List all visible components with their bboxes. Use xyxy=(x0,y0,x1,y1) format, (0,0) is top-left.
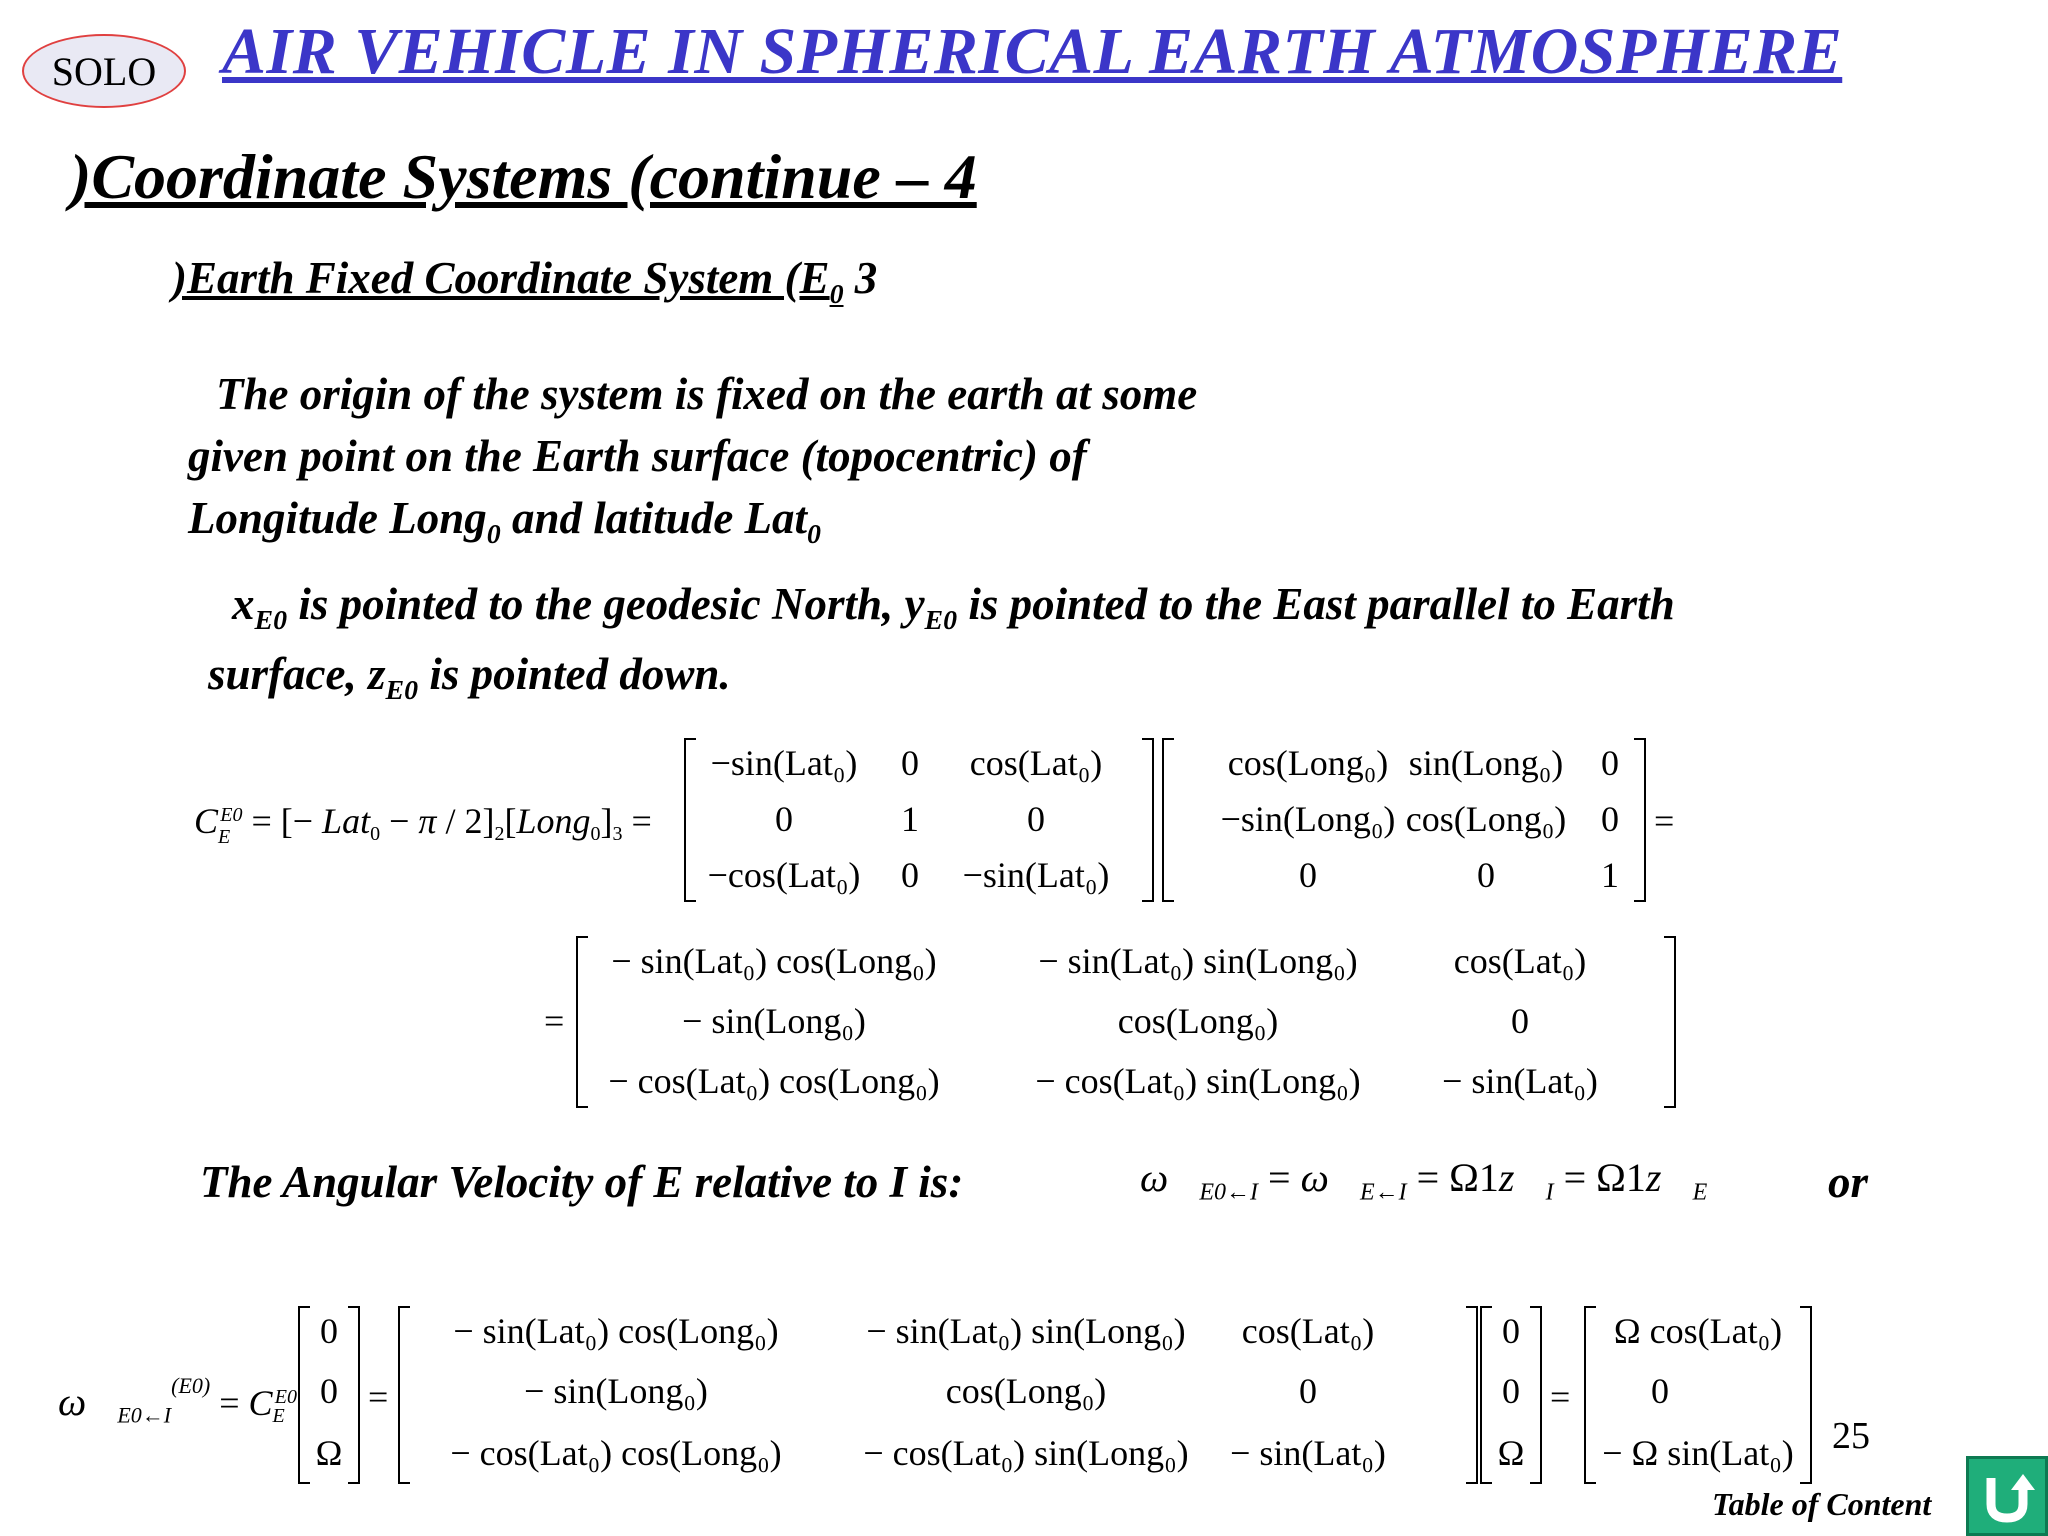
para1-line3-a: Longitude Long xyxy=(188,493,487,543)
solo-label: SOLO xyxy=(51,48,157,94)
equals-sign-2: = xyxy=(544,1001,565,1041)
angular-velocity-label: The Angular Velocity of E relative to I is: xyxy=(200,1157,964,1207)
q-r2c0: − cos(Lat₀) cos(Long₀) xyxy=(450,1433,782,1473)
p-r2c0: − cos(Lat₀) cos(Long₀) xyxy=(608,1061,940,1101)
para2-line2 xyxy=(208,649,731,706)
para2-xsub: E0 xyxy=(254,604,288,636)
omega-vector-1 xyxy=(298,1306,360,1484)
r-r0: Ω cos(Lat₀) xyxy=(1613,1311,1783,1351)
m1-r2c0: −cos(Lat₀) xyxy=(707,855,861,895)
omega-lhs: $\omega⃗_{E0\leftarrow I}^{(E0)} = C_E^{E0}$ xyxy=(58,1373,297,1428)
para2-y: y xyxy=(904,579,925,629)
equals-sign-4: = xyxy=(1550,1377,1571,1417)
q-r0c2: cos(Lat₀) xyxy=(1241,1311,1375,1351)
m1-r1c2: 0 xyxy=(1027,799,1045,839)
m2-r1c0: −sin(Long₀) xyxy=(1220,799,1396,839)
m2-r0c1: sin(Long₀) xyxy=(1408,743,1564,783)
para1-line1: The origin of the system is fixed on the earth at some xyxy=(216,369,1198,419)
u-turn-arrow-icon xyxy=(1977,1466,2037,1526)
para2-a: is pointed to the geodesic North, xyxy=(287,579,905,629)
matrix-long xyxy=(1162,738,1646,902)
page-number: 25 xyxy=(1832,1415,1870,1457)
m1-r2c2: −sin(Lat₀) xyxy=(962,855,1110,895)
m1-r1c1: 1 xyxy=(901,799,919,839)
or-label: or xyxy=(1828,1157,1869,1207)
subsection-text: )Earth Fixed Coordinate System (E xyxy=(172,253,830,303)
matrix-lat xyxy=(684,738,1154,902)
para2-x: x xyxy=(232,579,255,629)
m2-r1c1: cos(Long₀) xyxy=(1405,799,1567,839)
subsection-tail: 3 xyxy=(843,253,878,303)
w1-r2: Ω xyxy=(315,1433,343,1473)
result-vector xyxy=(1584,1306,1812,1484)
q-r0c0: − sin(Lat₀) cos(Long₀) xyxy=(453,1311,779,1351)
table-of-content-link[interactable]: Table of Content xyxy=(1712,1486,1932,1522)
q-r1c2: 0 xyxy=(1299,1371,1317,1411)
p-r0c1: − sin(Lat₀) sin(Long₀) xyxy=(1038,941,1358,981)
para2-ysub: E0 xyxy=(924,604,958,636)
para1-line3 xyxy=(188,493,821,550)
r-r2: − Ω sin(Lat₀) xyxy=(1602,1433,1794,1473)
w2-r0: 0 xyxy=(1502,1311,1520,1351)
equals-sign-3: = xyxy=(368,1377,389,1417)
para2-z: z xyxy=(367,649,386,699)
r-r1: 0 xyxy=(1651,1371,1669,1411)
para2-line1 xyxy=(232,579,1675,636)
solo-badge xyxy=(22,34,186,108)
w1-r0: 0 xyxy=(320,1311,338,1351)
product-matrix xyxy=(576,936,1676,1108)
m2-r2c2: 1 xyxy=(1601,855,1619,895)
q-r2c2: − sin(Lat₀) xyxy=(1230,1433,1386,1473)
q-r0c1: − sin(Lat₀) sin(Long₀) xyxy=(866,1311,1186,1351)
m2-r0c0: cos(Long₀) xyxy=(1227,743,1389,783)
q-r1c0: − sin(Long₀) xyxy=(524,1371,708,1411)
omega-vector-2 xyxy=(1480,1306,1542,1484)
q-r2c1: − cos(Lat₀) sin(Long₀) xyxy=(863,1433,1189,1473)
equals-sign: = xyxy=(1654,801,1675,841)
para2-line2-b: is pointed down. xyxy=(418,649,731,699)
para1-line3-sub2: 0 xyxy=(807,518,821,550)
w2-r2: Ω xyxy=(1497,1433,1525,1473)
q-r1c1: cos(Long₀) xyxy=(945,1371,1107,1411)
m2-r2c1: 0 xyxy=(1477,855,1495,895)
p-r0c0: − sin(Lat₀) cos(Long₀) xyxy=(611,941,937,981)
section-heading: )Coordinate Systems (continue – 4 xyxy=(70,141,977,212)
m1-r2c1: 0 xyxy=(901,855,919,895)
para1-line3-b: and latitude Lat xyxy=(500,493,808,543)
angular-velocity-equation: $\omega⃗_{E0\leftarrow I}$ = $\omega⃗_{E\leftarrow I}$ = $\Omega 1z⃗_I$ = $\Omega 1z⃗_E$ xyxy=(1140,1155,1708,1206)
product-matrix-2 xyxy=(398,1306,1478,1484)
m2-r1c2: 0 xyxy=(1601,799,1619,839)
rotation-definition: $C_E^{E0}$ = [− $Lat_0 - \pi / 2]_2[Long_0]_3$ = xyxy=(194,801,652,848)
m1-r0c2: cos(Lat₀) xyxy=(969,743,1103,783)
m1-r0c0: −sin(Lat₀) xyxy=(710,743,858,783)
p-r2c2: − sin(Lat₀) xyxy=(1442,1061,1598,1101)
subsection-heading xyxy=(172,252,878,310)
w2-r1: 0 xyxy=(1502,1371,1520,1411)
subsection-sub: 0 xyxy=(829,278,844,310)
slide-title: AIR VEHICLE IN SPHERICAL EARTH ATMOSPHERE xyxy=(222,15,1843,88)
return-button[interactable] xyxy=(1966,1456,2048,1536)
m1-r1c0: 0 xyxy=(775,799,793,839)
para1-line2: given point on the Earth surface (topocentric) of xyxy=(188,431,1087,481)
para2-b: is pointed to the East parallel to Earth xyxy=(957,579,1675,629)
para1-line3-sub1: 0 xyxy=(486,518,501,550)
para2-line2-a: surface, xyxy=(208,649,368,699)
m2-r2c0: 0 xyxy=(1299,855,1317,895)
p-r1c1: cos(Long₀) xyxy=(1117,1001,1279,1041)
p-r1c0: − sin(Long₀) xyxy=(682,1001,866,1041)
m1-r0c1: 0 xyxy=(901,743,919,783)
m2-r0c2: 0 xyxy=(1601,743,1619,783)
p-r1c2: 0 xyxy=(1511,1001,1529,1041)
p-r2c1: − cos(Lat₀) sin(Long₀) xyxy=(1035,1061,1361,1101)
para2-zsub: E0 xyxy=(385,674,419,706)
w1-r1: 0 xyxy=(320,1371,338,1411)
p-r0c2: cos(Lat₀) xyxy=(1453,941,1587,981)
